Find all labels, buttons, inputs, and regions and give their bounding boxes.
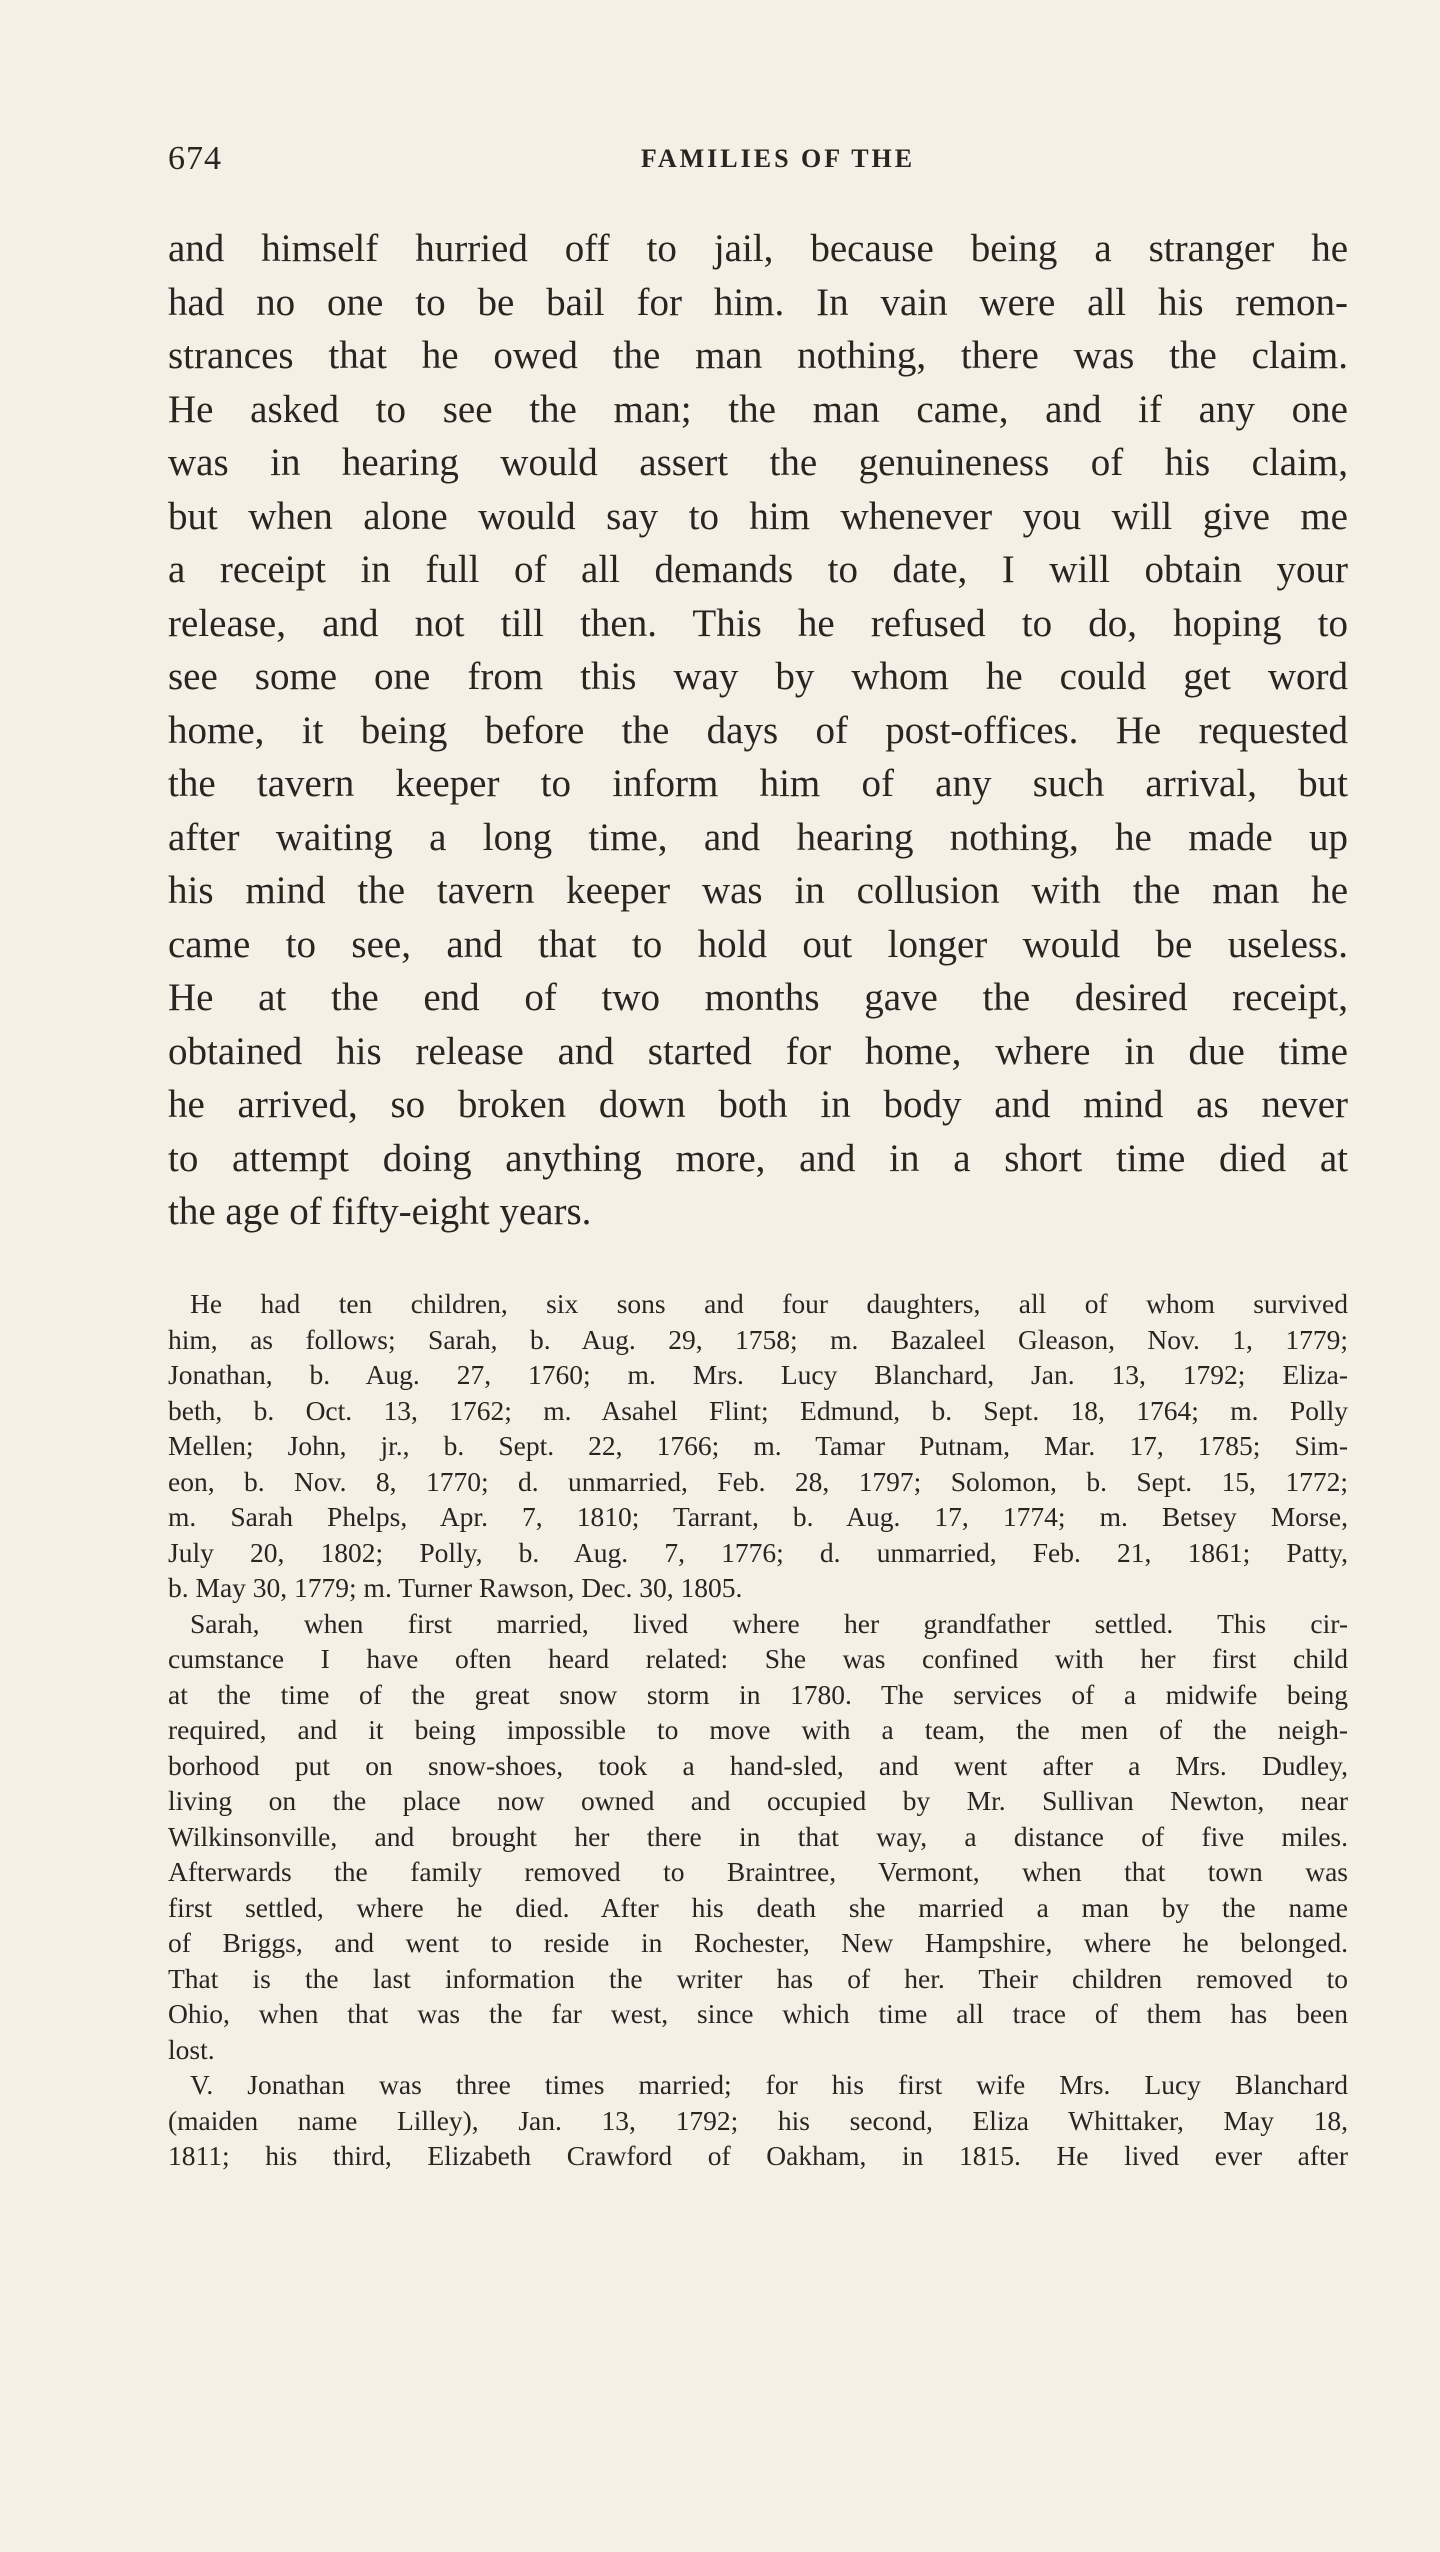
note-line: cumstance I have often heard related: She was confined with her first child [168, 1643, 1348, 1674]
text-line: but when alone would say to him whenever you will give me [168, 494, 1348, 538]
note-line: Ohio, when that was the far west, since which time all trace of them has been [168, 1998, 1348, 2029]
note-line: living on the place now owned and occupied by Mr. Sullivan Newton, near [168, 1785, 1348, 1816]
note-line: of Briggs, and went to reside in Rochester, New Hampshire, where he belonged. [168, 1927, 1348, 1958]
note-line: July 20, 1802; Polly, b. Aug. 7, 1776; d. unmarried, Feb. 21, 1861; Patty, [168, 1536, 1348, 1568]
note-line: eon, b. Nov. 8, 1770; d. unmarried, Feb. 28, 1797; Solomon, b. Sept. 15, 1772; [168, 1465, 1348, 1497]
note-line: lost. [168, 2033, 215, 2065]
note-line: (maiden name Lilley), Jan. 13, 1792; his second, Eliza Whittaker, May 18, [168, 2104, 1348, 2136]
genealogy-notes [168, 1286, 1348, 2174]
note-line: Wilkinsonville, and brought her there in that way, a distance of five miles. [168, 1820, 1348, 1852]
main-paragraph [168, 222, 1348, 1239]
text-line: had no one to be bail for him. In vain were all his remon- [168, 280, 1348, 324]
text-line: and himself hurried off to jail, because being a stranger he [168, 227, 1348, 270]
note-line: at the time of the great snow storm in 1780. The services of a midwife being [168, 1678, 1348, 1710]
text-line: was in hearing would assert the genuineness of his claim, [168, 441, 1348, 484]
text-line: his mind the tavern keeper was in collusion with the man he [168, 869, 1348, 912]
note-line: Afterwards the family removed to Braintree, Vermont, when that town was [168, 1856, 1348, 1887]
note-line: He had ten children, six sons and four daughters, all of whom survived [190, 1288, 1348, 1319]
note-line: first settled, where he died. After his death she married a man by the name [168, 1891, 1348, 1923]
note-line: borhood put on snow-shoes, took a hand-sled, and went after a Mrs. Dudley, [168, 1749, 1348, 1781]
text-line: He asked to see the man; the man came, and if any one [168, 387, 1348, 431]
children-paragraph [168, 1286, 1348, 1606]
text-line: release, and not till then. This he refused to do, hoping to [168, 601, 1348, 645]
text-line: he arrived, so broken down both in body and mind as never [168, 1083, 1348, 1126]
sarah-paragraph [168, 1606, 1348, 2068]
text-line: the age of fifty-eight years. [168, 1190, 592, 1233]
text-line: see some one from this way by whom he could get word [168, 655, 1348, 698]
text-line: the tavern keeper to inform him of any such arrival, but [168, 762, 1348, 805]
note-line: beth, b. Oct. 13, 1762; m. Asahel Flint; Edmund, b. Sept. 18, 1764; m. Polly [168, 1394, 1348, 1426]
text-line: home, it being before the days of post-offices. He requested [168, 708, 1348, 752]
text-line: obtained his release and started for home, where in due time [168, 1029, 1348, 1073]
text-line: after waiting a long time, and hearing nothing, he made up [168, 815, 1348, 859]
note-line: b. May 30, 1779; m. Turner Rawson, Dec. 30, 1805. [168, 1572, 743, 1603]
page-header [168, 140, 1348, 180]
note-line: Sarah, when first married, lived where her grandfather settled. This cir- [190, 1607, 1348, 1639]
jonathan-paragraph [168, 2067, 1348, 2174]
text-line: to attempt doing anything more, and in a short time died at [168, 1136, 1348, 1180]
page-number: 674 [168, 140, 222, 177]
note-line: required, and it being impossible to move with a team, the men of the neigh- [168, 1714, 1348, 1745]
text-line: strances that he owed the man nothing, there was the claim. [168, 334, 1348, 377]
note-line: Jonathan, b. Aug. 27, 1760; m. Mrs. Lucy Blanchard, Jan. 13, 1792; Eliza- [168, 1359, 1348, 1390]
text-line: He at the end of two months gave the desired receipt, [168, 976, 1348, 1019]
note-line: Mellen; John, jr., b. Sept. 22, 1766; m. Tamar Putnam, Mar. 17, 1785; Sim- [168, 1430, 1348, 1461]
text-line: a receipt in full of all demands to date, I will obtain your [168, 548, 1348, 591]
note-line: 1811; his third, Elizabeth Crawford of Oakham, in 1815. He lived ever after [168, 2140, 1348, 2171]
note-line: That is the last information the writer has of her. Their children removed to [168, 1962, 1348, 1994]
note-line: m. Sarah Phelps, Apr. 7, 1810; Tarrant, b. Aug. 17, 1774; m. Betsey Morse, [168, 1501, 1348, 1532]
note-line: him, as follows; Sarah, b. Aug. 29, 1758; m. Bazaleel Gleason, Nov. 1, 1779; [168, 1323, 1348, 1355]
text-line: came to see, and that to hold out longer would be useless. [168, 922, 1348, 966]
note-line: V. Jonathan was three times married; for his first wife Mrs. Lucy Blanchard [190, 2069, 1348, 2100]
running-title: FAMILIES OF THE [640, 144, 916, 173]
